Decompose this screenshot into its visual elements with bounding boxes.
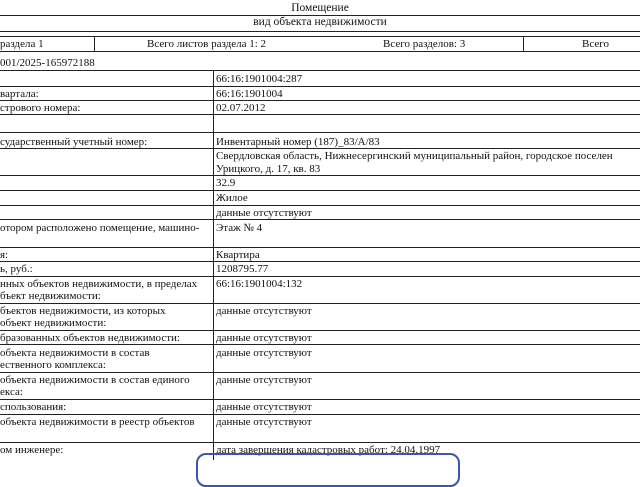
row-label: нных объектов недвижимости, в пределах	[0, 278, 198, 290]
row-value: данные отсутствуют	[216, 332, 312, 344]
row-value: Инвентарный номер (187)_83/А/83	[216, 136, 380, 148]
row-value: дата завершения кадастровых работ: 24.04.1997	[216, 444, 441, 456]
address-line-1: Свердловская область, Нижнесергинский муниципальный район, городское поселен	[216, 150, 613, 162]
divider	[0, 36, 640, 37]
record-number: 001/2025-165972188	[0, 57, 95, 69]
row-value: 66:16:1901004	[216, 88, 283, 100]
row-value: Квартира	[216, 249, 260, 261]
divider	[0, 70, 640, 71]
row-label: сударственный учетный номер:	[0, 136, 148, 148]
stamp-frame	[196, 453, 460, 487]
divider	[94, 36, 95, 51]
column-divider	[213, 70, 214, 460]
address-line-2: Урицкого, д. 17, кв. 83	[216, 163, 321, 175]
row-label-2: бъект недвижимости:	[0, 290, 101, 302]
row-label: бъектов недвижимости, из которых	[0, 305, 166, 317]
row-value: 1208795.77	[216, 263, 269, 275]
row-label: я:	[0, 249, 9, 261]
object-type: вид объекта недвижимости	[253, 16, 387, 28]
section-sheet: раздела 1	[0, 38, 44, 50]
row-label: объекта недвижимости в реестр объектов	[0, 416, 195, 428]
row-value: Этаж № 4	[216, 222, 263, 234]
row-label: ь, руб.:	[0, 263, 33, 275]
row-label: объекта недвижимости в состав	[0, 347, 150, 359]
row-label: бразованных объектов недвижимости:	[0, 332, 180, 344]
total-sheets: Всего листов раздела 1: 2	[147, 38, 267, 50]
row-label: отором расположено помещение, машино-	[0, 222, 200, 234]
divider	[523, 36, 524, 51]
divider	[0, 31, 640, 32]
row-value: данные отсутствуют	[216, 347, 312, 359]
row-label: вартала:	[0, 88, 39, 100]
row-label: спользования:	[0, 401, 67, 413]
row-value: данные отсутствуют	[216, 374, 312, 386]
row-value: данные отсутствуют	[216, 416, 312, 428]
total-extract: Всего	[582, 38, 609, 50]
row-label: ом инженере:	[0, 444, 64, 456]
cadastral-number: 66:16:1901004:287	[216, 73, 303, 85]
row-value: 32.9	[216, 177, 236, 189]
row-value: данные отсутствуют	[216, 207, 312, 219]
row-label-2: объект недвижимости:	[0, 317, 107, 329]
row-label: объекта недвижимости в состав единого	[0, 374, 190, 386]
page-title: Помещение	[291, 2, 349, 14]
row-value: 66:16:1901004:132	[216, 278, 303, 290]
row-value: данные отсутствуют	[216, 401, 312, 413]
total-sections: Всего разделов: 3	[383, 38, 466, 50]
divider	[0, 51, 640, 52]
row-label-2: екса:	[0, 386, 23, 398]
row-label: стрового номера:	[0, 102, 81, 114]
row-value: 02.07.2012	[216, 102, 266, 114]
row-value: Жилое	[216, 192, 248, 204]
row-label-2: ественного комплекса:	[0, 359, 106, 371]
row-value: данные отсутствуют	[216, 305, 312, 317]
